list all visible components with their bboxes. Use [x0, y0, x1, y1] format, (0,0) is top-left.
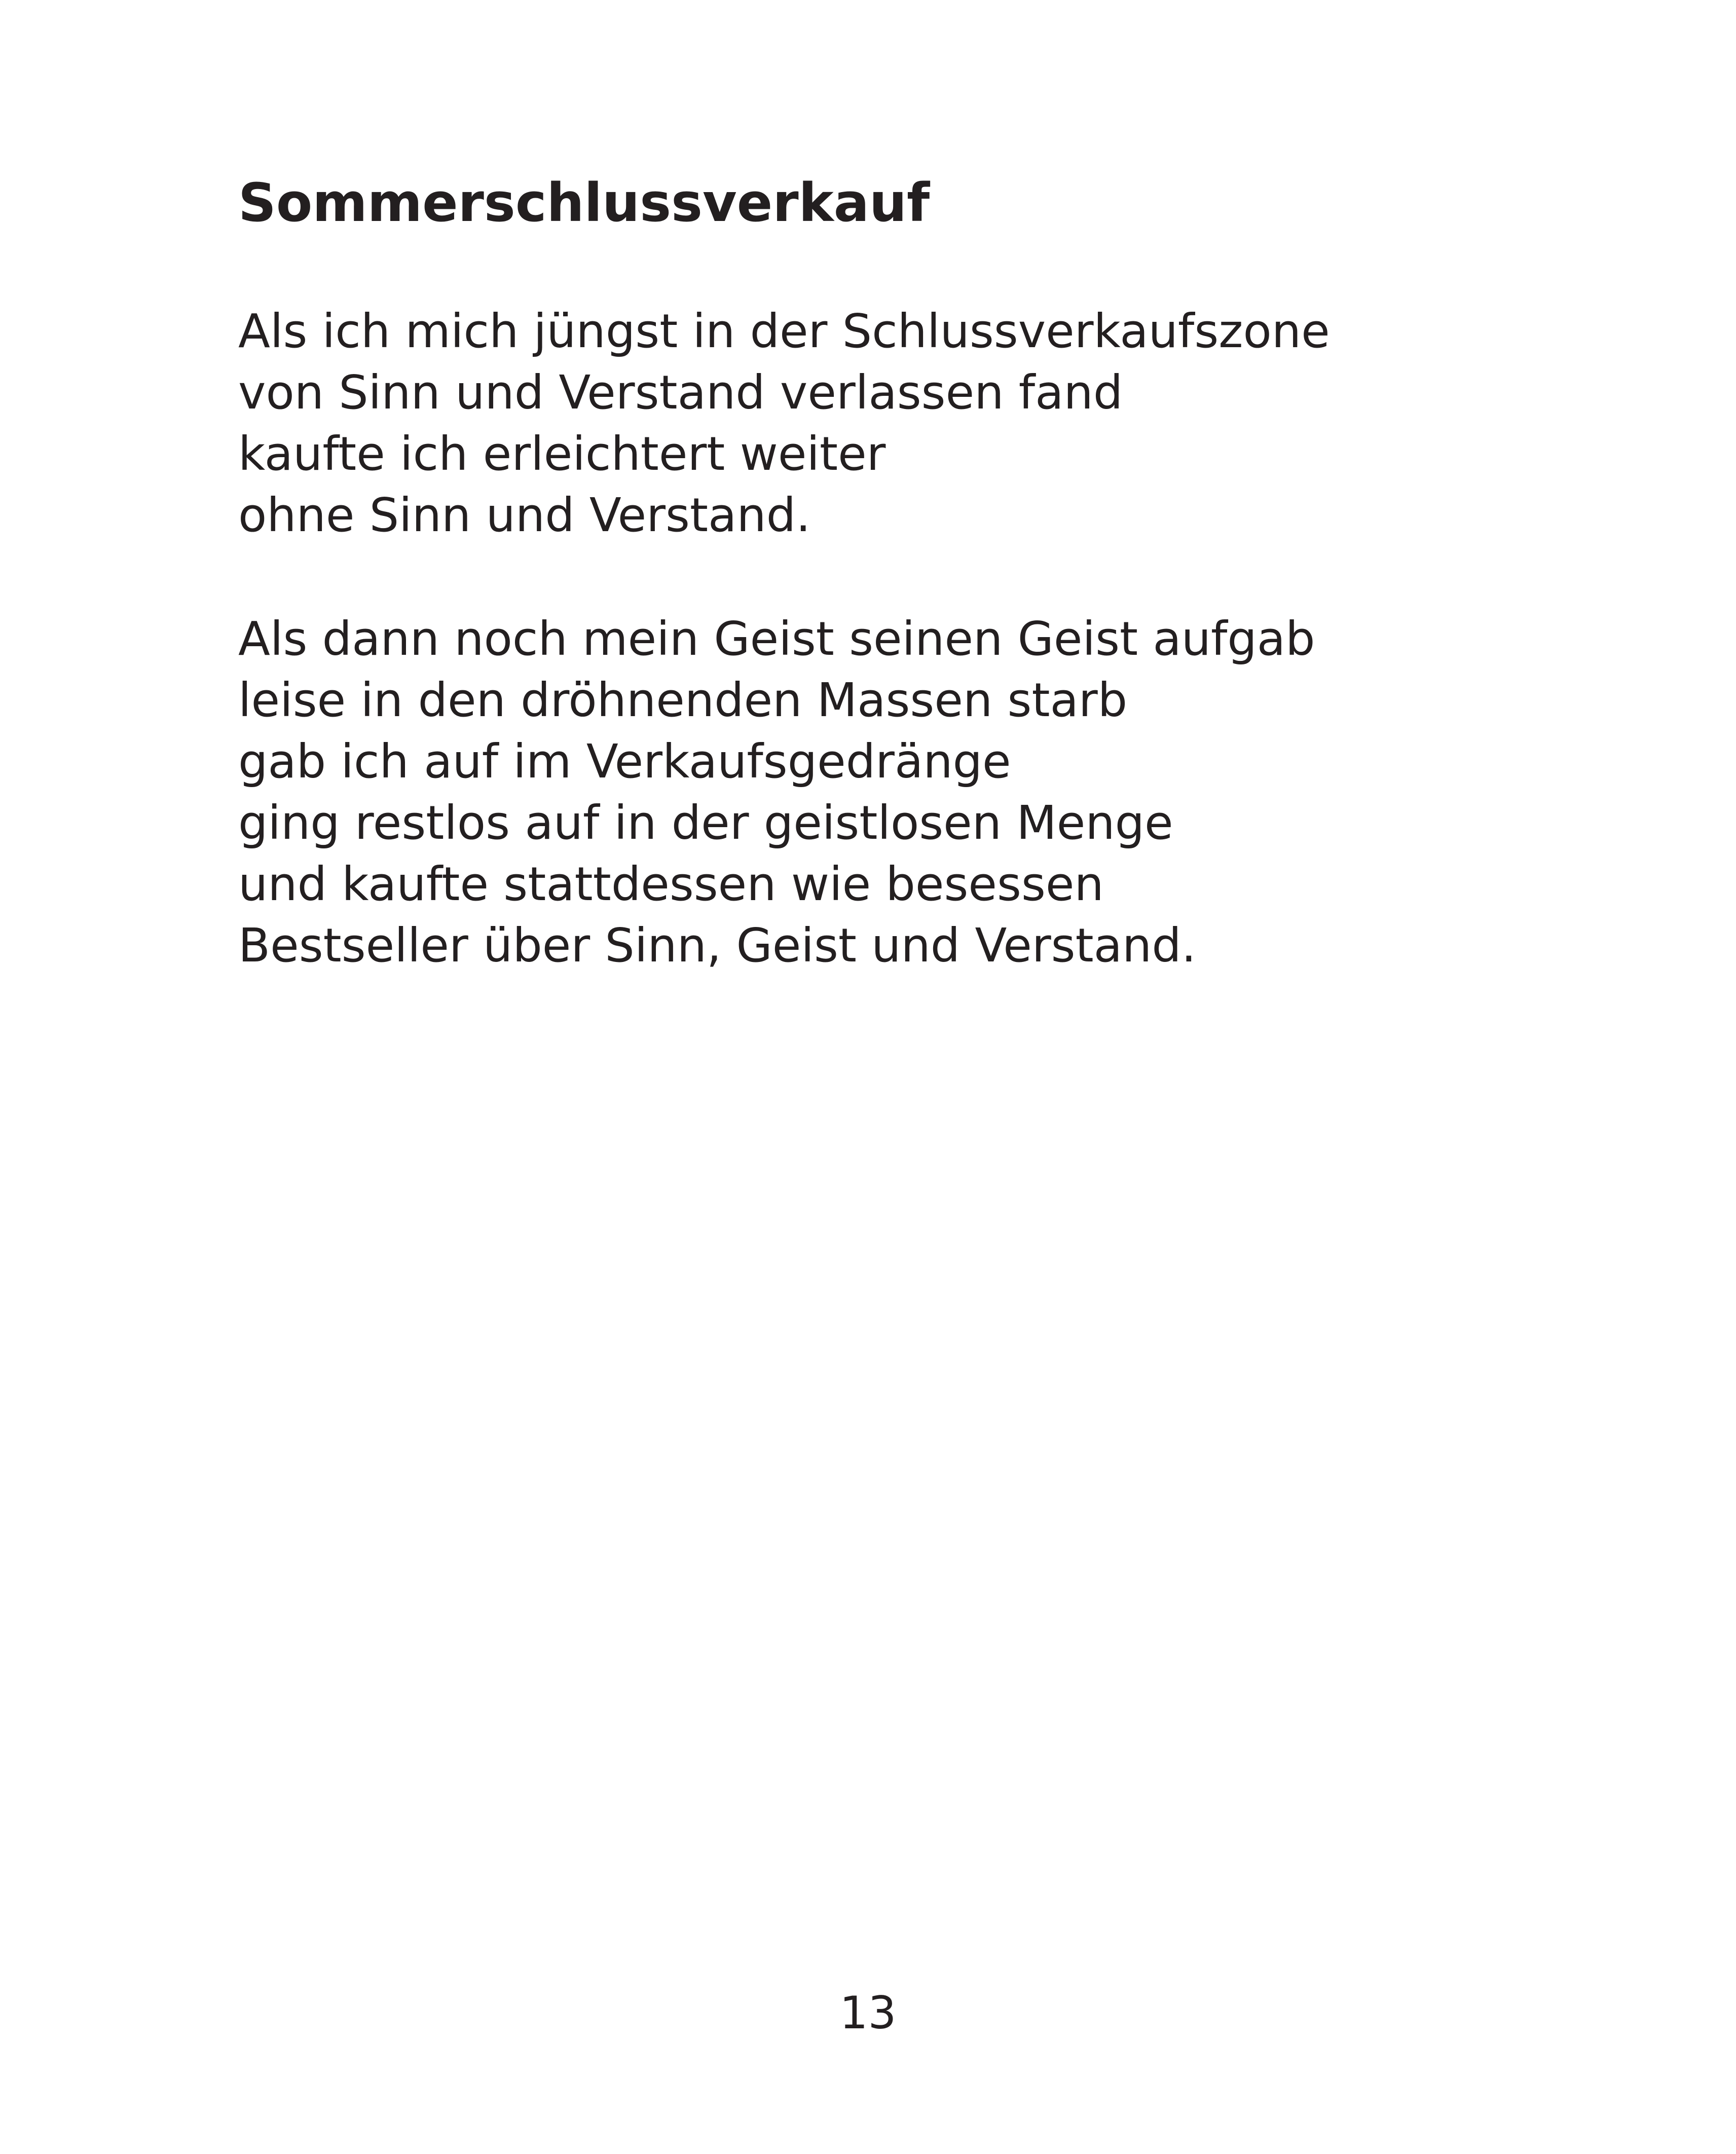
verse-line: und kaufte stattdessen wie besessen [238, 857, 1104, 911]
poem-title: Sommerschlussverkauf [238, 172, 930, 234]
verse-line: ging restlos auf in der geistlosen Menge [238, 796, 1173, 850]
stanza-1 [238, 301, 1330, 546]
verse-line: leise in den dröhnenden Massen starb [238, 673, 1128, 727]
verse-line: Bestseller über Sinn, Geist und Verstand. [238, 918, 1196, 973]
verse-line: gab ich auf im Verkaufsgedränge [238, 734, 1011, 789]
verse-line: von Sinn und Verstand verlassen fand [238, 365, 1123, 420]
verse-line: ohne Sinn und Verstand. [238, 488, 811, 542]
page-number: 13 [839, 1987, 897, 2039]
verse-line: kaufte ich erleichtert weiter [238, 427, 886, 481]
stanza-2 [238, 608, 1315, 976]
verse-line: Als dann noch mein Geist seinen Geist aufgab [238, 612, 1315, 666]
verse-line: Als ich mich jüngst in der Schlussverkaufszone [238, 304, 1330, 358]
